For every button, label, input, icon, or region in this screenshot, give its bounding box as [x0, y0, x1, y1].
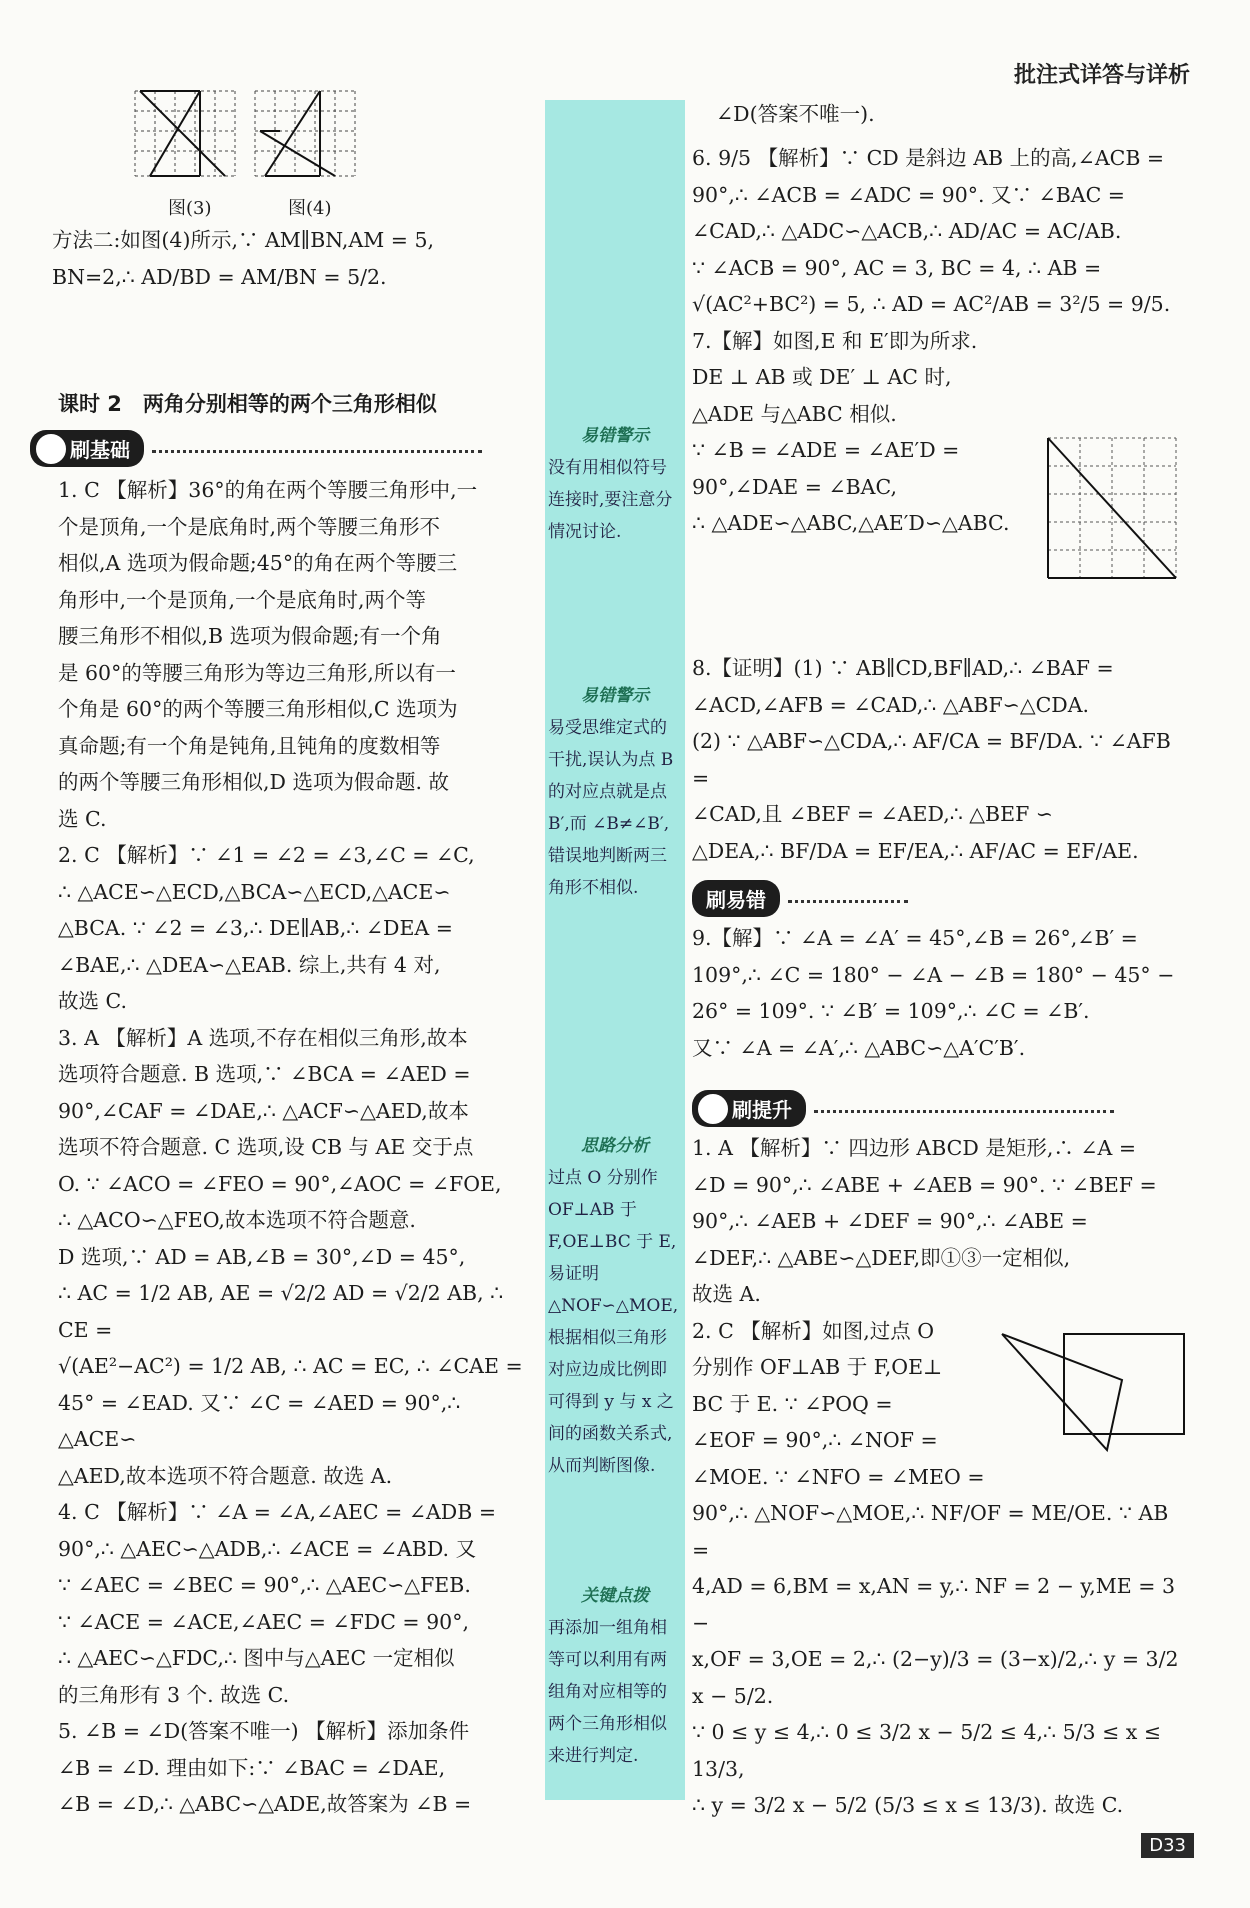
text-line: 4,AD = 6,BM = x,AN = y,∴ NF = 2 − y,ME = 3 −	[692, 1574, 1176, 1635]
text-line: 5. ∠B = ∠D(答案不唯一) 【解析】添加条件	[58, 1719, 470, 1743]
text-line: 个是顶角,一个是底角时,两个等腰三角形不	[58, 514, 441, 539]
text-line: 的三角形有 3 个. 故选 C.	[58, 1682, 290, 1707]
left-column	[58, 472, 540, 1823]
text-line: ∠EOF = 90°,∴ ∠NOF =	[692, 1428, 938, 1452]
text-line: ∵ ∠AEC = ∠BEC = 90°,∴ △AEC∽△FEB.	[58, 1573, 471, 1597]
text-line: ∠BAE,∴ △DEA∽△EAB. 综上,共有 4 对,	[58, 952, 441, 977]
text-line: ∴ △AEC∽△FDC,∴ 图中与△AEC 一定相似	[58, 1646, 455, 1670]
text-line: 选 C.	[58, 806, 107, 831]
text-line: ∵ 0 ≤ y ≤ 4,∴ 0 ≤ 3/2 x − 5/2 ≤ 4,∴ 5/3 ≤ x ≤ 13/3,	[692, 1720, 1162, 1781]
section-advanced: 刷提升	[692, 1090, 1114, 1126]
text-line: 109°,∴ ∠C = 180° − ∠A − ∠B = 180° − 45° −	[692, 962, 1175, 987]
page-number: D33	[1141, 1833, 1194, 1858]
text-line: 8.【证明】(1) ∵ AB∥CD,BF∥AD,∴ ∠BAF =	[692, 656, 1114, 680]
text-line: ∴ AC = 1/2 AB, AE = √2/2 AD = √2/2 AB, ∴ CE =	[58, 1281, 504, 1342]
figure-4-caption: 图(4)	[288, 198, 332, 219]
text-line: √(AC²+BC²) = 5, ∴ AD = AC²/AB = 3²/5 = 9/5.	[692, 292, 1171, 316]
text-line: ∴ y = 3/2 x − 5/2 (5/3 ≤ x ≤ 13/3). 故选 C.	[692, 1793, 1124, 1817]
text-line: ∴ △ACO∽△FEO,故本选项不符合题意.	[58, 1208, 416, 1232]
book-icon	[696, 1092, 730, 1126]
note-3: 思路分析 过点 O 分别作 OF⊥AB 于 F,OE⊥BC 于 E,易证明 △NOF∽△MOE,根据相似三角形对应边成比例即可得到 y 与 x 之间的函数关系式,从而判断图像.	[548, 1136, 679, 1476]
lesson-title: 课时 2 两角分别相等的两个三角形相似	[58, 392, 437, 416]
text-line: 故选 A.	[692, 1282, 761, 1306]
text-line: △ADE 与△ABC 相似.	[692, 401, 897, 426]
text-line: 90°,∠CAF = ∠DAE,∴ △ACF∽△AED,故本	[58, 1098, 469, 1123]
text-line: ∵ ∠B = ∠ADE = ∠AE′D =	[692, 438, 960, 462]
text-line: 相似,A 选项为假命题;45°的角在两个等腰三	[58, 551, 458, 575]
figure-3	[130, 86, 240, 186]
text-line: 4. C 【解析】∵ ∠A = ∠A,∠AEC = ∠ADB =	[58, 1500, 496, 1524]
q7-grid-figure	[1036, 428, 1186, 588]
text-line: ∠DEF,∴ △ABE∽△DEF,即①③一定相似,	[692, 1245, 1071, 1270]
text-line: ∠D = 90°,∴ ∠ABE + ∠AEB = 90°. ∵ ∠BEF =	[692, 1172, 1157, 1197]
text-line: ∵ ∠ACE = ∠ACE,∠AEC = ∠FDC = 90°,	[58, 1609, 469, 1634]
text-line: BC 于 E. ∵ ∠POQ =	[692, 1391, 893, 1416]
text-line: (2) ∵ △ABF∽△CDA,∴ AF/CA = BF/DA. ∵ ∠AFB =	[692, 729, 1171, 790]
text-line: 腰三角形不相似,B 选项为假命题;有一个角	[58, 624, 442, 648]
text-line: 9.【解】∵ ∠A = ∠A′ = 45°,∠B = 26°,∠B′ =	[692, 926, 1138, 950]
text-line: 1. C 【解析】36°的角在两个等腰三角形中,一	[58, 478, 478, 502]
text-line: ∠CAD,且 ∠BEF = ∠AED,∴ △BEF ∽	[692, 802, 1053, 826]
book-icon	[34, 432, 68, 466]
text-line: 分别作 OF⊥AB 于 F,OE⊥	[692, 1355, 943, 1379]
text-line: △AED,故本选项不符合题意. 故选 A.	[58, 1463, 393, 1488]
text-line: 6. 9/5 【解析】∵ CD 是斜边 AB 上的高,∠ACB =	[692, 146, 1165, 170]
text-line: ∠MOE. ∵ ∠NFO = ∠MEO =	[692, 1464, 985, 1489]
note-1: 易错警示 没有用相似符号连接时,要注意分情况讨论.	[548, 426, 673, 542]
section-mistakes: 刷易错	[692, 880, 908, 916]
figure-4	[250, 86, 360, 186]
text-line: 7.【解】如图,E 和 E′即为所求.	[692, 328, 978, 353]
text-line: 选项符合题意. B 选项,∵ ∠BCA = ∠AED =	[58, 1062, 471, 1086]
text-line: 是 60°的等腰三角形为等边三角形,所以有一	[58, 660, 456, 685]
text-line: ∠CAD,∴ △ADC∽△ACB,∴ AD/AC = AC/AB.	[692, 219, 1122, 243]
text-line: 45° = ∠EAD. 又∵ ∠C = ∠AED = 90°,∴ △ACE∽	[58, 1390, 461, 1451]
text-line: 真命题;有一个角是钝角,且钝角的度数相等	[58, 733, 441, 758]
text-line: 的两个等腰三角形相似,D 选项为假命题. 故	[58, 770, 450, 794]
text-line: △DEA,∴ BF/DA = EF/EA,∴ AF/AC = EF/AE.	[692, 838, 1139, 863]
text-line: O. ∵ ∠ACO = ∠FEO = 90°,∠AOC = ∠FOE,	[58, 1171, 502, 1196]
text-line: 90°,∴ △AEC∽△ADB,∴ ∠ACE = ∠ABD. 又	[58, 1536, 477, 1561]
section-basic: 刷基础	[30, 430, 482, 466]
note-2: 易错警示 易受思维定式的干扰,误认为点 B 的对应点就是点 B′,而 ∠B≠∠B′,错误地判断两三角形不相似.	[548, 686, 674, 898]
text-line: 90°,∠DAE = ∠BAC,	[692, 474, 897, 499]
q5-continued: ∠D(答案不唯一).	[716, 102, 875, 126]
text-line: △BCA. ∵ ∠2 = ∠3,∴ DE∥AB,∴ ∠DEA =	[58, 916, 453, 940]
text-line: ∵ ∠ACB = 90°, AC = 3, BC = 4, ∴ AB =	[692, 255, 1102, 280]
text-line: 角形中,一个是顶角,一个是底角时,两个等	[58, 587, 427, 612]
figure-3-caption: 图(3)	[168, 198, 212, 219]
text-line: 90°,∴ △NOF∽△MOE,∴ NF/OF = ME/OE. ∵ AB =	[692, 1501, 1169, 1562]
text-line: 90°,∴ ∠ACB = ∠ADC = 90°. 又∵ ∠BAC =	[692, 182, 1125, 207]
text-line: ∴ △ACE∽△ECD,△BCA∽△ECD,△ACE∽	[58, 879, 451, 904]
text-line: ∴ △ADE∽△ABC,△AE′D∽△ABC.	[692, 511, 1010, 535]
note-4: 关键点拨 再添加一组角相等可以利用有两组角对应相等的两个三角形相似来进行判定.	[548, 1586, 667, 1766]
q2-rectangle-figure	[992, 1320, 1192, 1460]
text-line: 2. C 【解析】∵ ∠1 = ∠2 = ∠3,∠C = ∠C,	[58, 843, 475, 867]
text-line: DE ⊥ AB 或 DE′ ⊥ AC 时,	[692, 365, 952, 389]
text-line: 1. A 【解析】∵ 四边形 ABCD 是矩形,∴ ∠A =	[692, 1136, 1137, 1160]
text-line: ∠B = ∠D,∴ △ABC∽△ADE,故答案为 ∠B =	[58, 1792, 472, 1816]
text-line: √(AE²−AC²) = 1/2 AB, ∴ AC = EC, ∴ ∠CAE =	[58, 1354, 523, 1378]
annotation-strip	[545, 100, 685, 1800]
text-line: 故选 C.	[58, 989, 127, 1013]
text-line: 个角是 60°的两个等腰三角形相似,C 选项为	[58, 697, 458, 721]
right-block-d	[692, 1130, 1187, 1824]
right-block-b	[692, 650, 1187, 869]
right-block-c	[692, 920, 1187, 1066]
text-line: x,OF = 3,OE = 2,∴ (2−y)/3 = (3−x)/2,∴ y = 3/2 x − 5/2.	[692, 1647, 1179, 1708]
method-two: 方法二:如图(4)所示,∵ AM∥BN,AM = 5, BN=2,∴ AD/BD = AM/BN = 5/2.	[52, 228, 435, 289]
text-line: 3. A 【解析】A 选项,不存在相似三角形,故本	[58, 1025, 468, 1050]
text-line: ∠ACD,∠AFB = ∠CAD,∴ △ABF∽△CDA.	[692, 692, 1090, 717]
text-line: 又∵ ∠A = ∠A′,∴ △ABC∽△A′C′B′.	[692, 1035, 1026, 1060]
text-line: 26° = 109°. ∵ ∠B′ = 109°,∴ ∠C = ∠B′.	[692, 999, 1090, 1023]
page-header: 批注式详答与详析	[1013, 63, 1190, 88]
text-line: 选项不符合题意. C 选项,设 CB 与 AE 交于点	[58, 1135, 474, 1159]
text-line: D 选项,∵ AD = AB,∠B = 30°,∠D = 45°,	[58, 1244, 466, 1269]
text-line: 90°,∴ ∠AEB + ∠DEF = 90°,∴ ∠ABE =	[692, 1209, 1088, 1233]
text-line: ∠B = ∠D. 理由如下:∵ ∠BAC = ∠DAE,	[58, 1755, 446, 1780]
text-line: 2. C 【解析】如图,过点 O	[692, 1318, 935, 1343]
